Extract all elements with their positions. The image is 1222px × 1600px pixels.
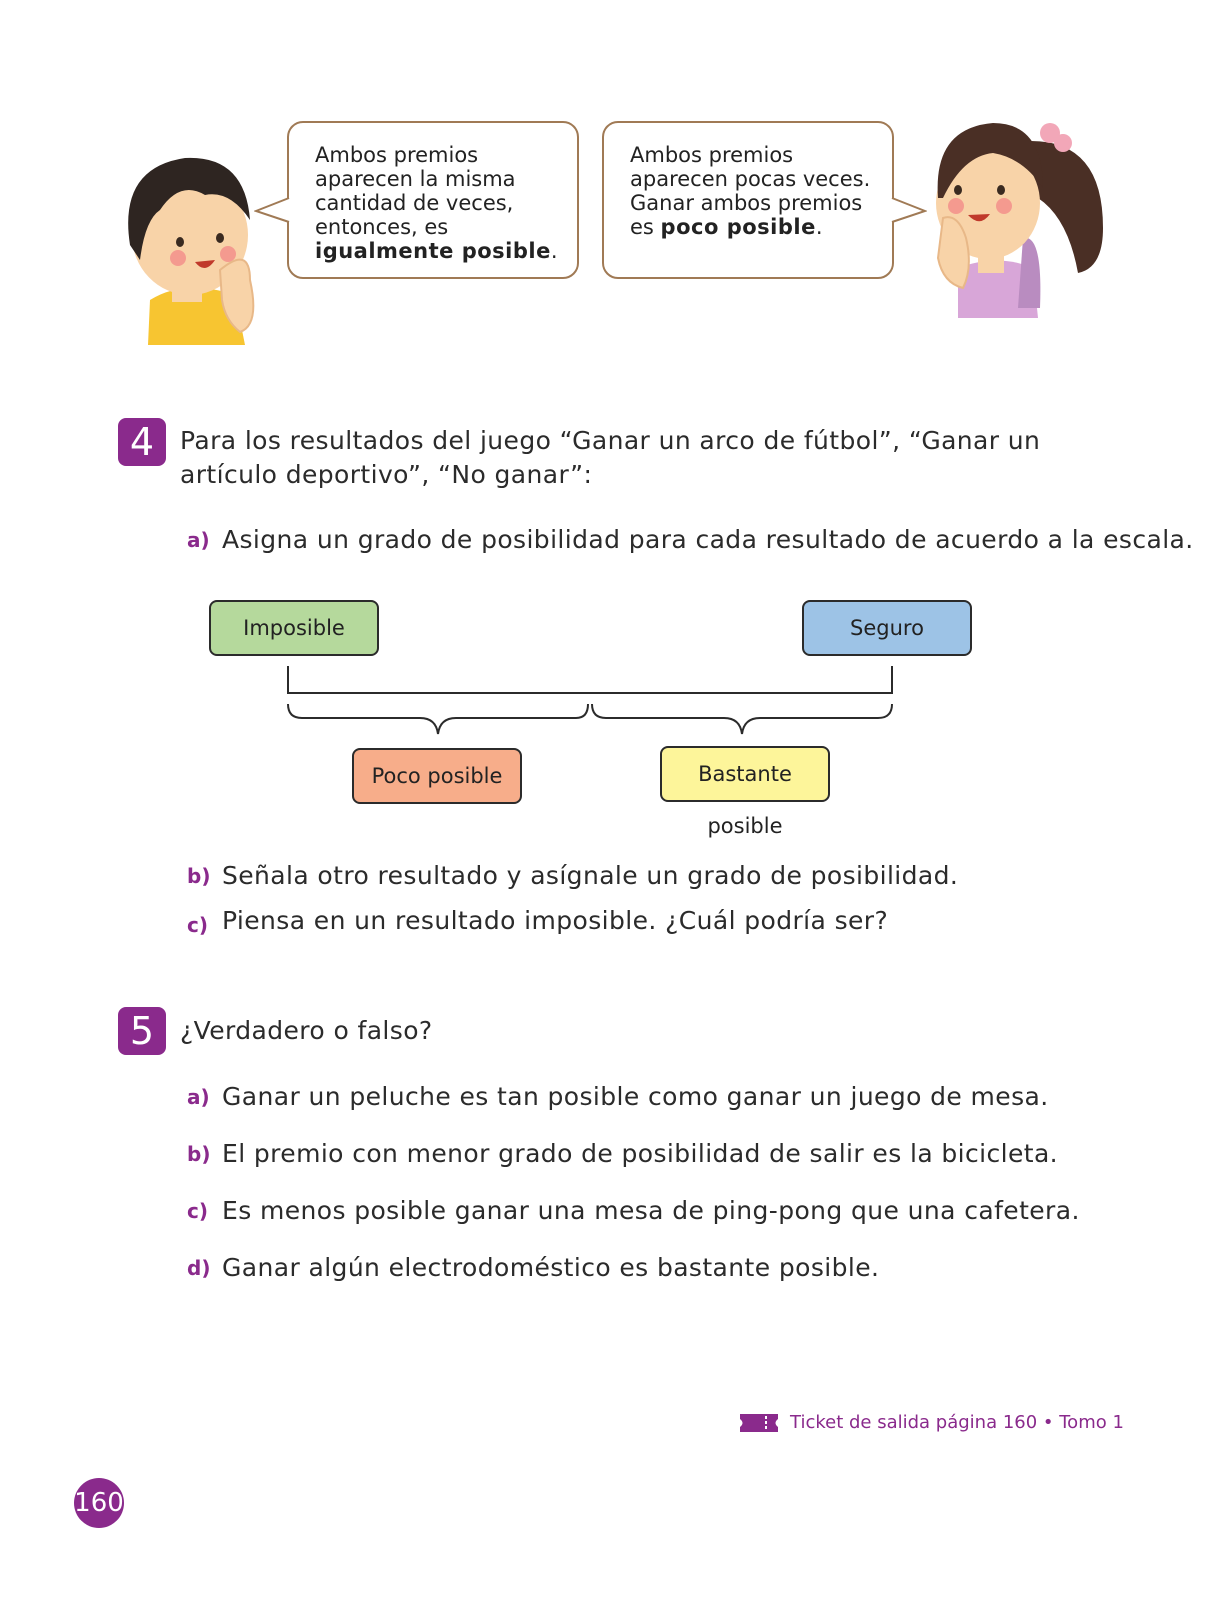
bubble-right-end: . <box>815 215 823 239</box>
scale-imposible: Imposible <box>209 600 379 656</box>
exercise-5-item-c-letter: c) <box>187 1199 208 1223</box>
bubble-right-tail <box>891 196 927 226</box>
speech-bubble-right <box>602 121 894 279</box>
ticket-link[interactable]: Ticket de salida página 160 • Tomo 1 <box>790 1412 1124 1433</box>
bubble-right-bold: poco posible <box>660 215 816 239</box>
exercise-4-item-c-letter: c) <box>187 913 208 937</box>
exercise-5-item-a-text: Ganar un peluche es tan posible como ganar un juego de mesa. <box>222 1082 1049 1111</box>
ticket-icon <box>740 1414 778 1432</box>
bubble-left-text: Ambos premios aparecen la misma cantidad de veces, entonces, es <box>315 143 516 239</box>
boy-illustration <box>110 150 270 345</box>
exercise-5-item-b-letter: b) <box>187 1142 211 1166</box>
girl-illustration <box>928 118 1108 323</box>
exercise-5-item-d-letter: d) <box>187 1256 211 1280</box>
exercise-5-item-c-text: Es menos posible ganar una mesa de ping-pong que una cafetera. <box>222 1196 1080 1225</box>
exercise-5-number: 5 <box>118 1007 166 1055</box>
speech-bubble-left <box>287 121 579 279</box>
exercise-5-item-d-text: Ganar algún electrodoméstico es bastante posible. <box>222 1253 880 1282</box>
exercise-4-item-c-text: Piensa en un resultado imposible. ¿Cuál podría ser? <box>222 906 889 935</box>
exercise-5-statement: ¿Verdadero o falso? <box>180 1016 433 1045</box>
page-number: 160 <box>74 1478 124 1528</box>
exercise-5-item-a-letter: a) <box>187 1085 210 1109</box>
exercise-5-item-b-text: El premio con menor grado de posibilidad de salir es la bicicleta. <box>222 1139 1059 1168</box>
exercise-4-statement: Para los resultados del juego “Ganar un arco de fútbol”, “Ganar un artículo deportivo”, “No ganar”: <box>180 426 1041 489</box>
bubble-left-end: . <box>550 239 558 263</box>
exercise-4-item-a-text: Asigna un grado de posibilidad para cada resultado de acuerdo a la escala. <box>222 525 1194 554</box>
exercise-4-item-b-letter: b) <box>187 864 211 888</box>
bubble-left-bold: igualmente posible <box>315 239 551 263</box>
exercise-4-item-b-text: Señala otro resultado y asígnale un grado de posibilidad. <box>222 861 959 890</box>
exercise-4-number: 4 <box>118 418 166 466</box>
bubble-right-text: Ambos premios aparecen pocas veces. Ganar ambos premios es <box>630 143 871 239</box>
scale-line-and-braces <box>280 660 900 740</box>
scale-seguro: Seguro <box>802 600 972 656</box>
scale-poco-posible: Poco posible <box>352 748 522 804</box>
exercise-4-item-a-letter: a) <box>187 528 210 552</box>
bubble-left-tail <box>254 196 290 226</box>
scale-bastante-posible: Bastante posible <box>660 746 830 802</box>
